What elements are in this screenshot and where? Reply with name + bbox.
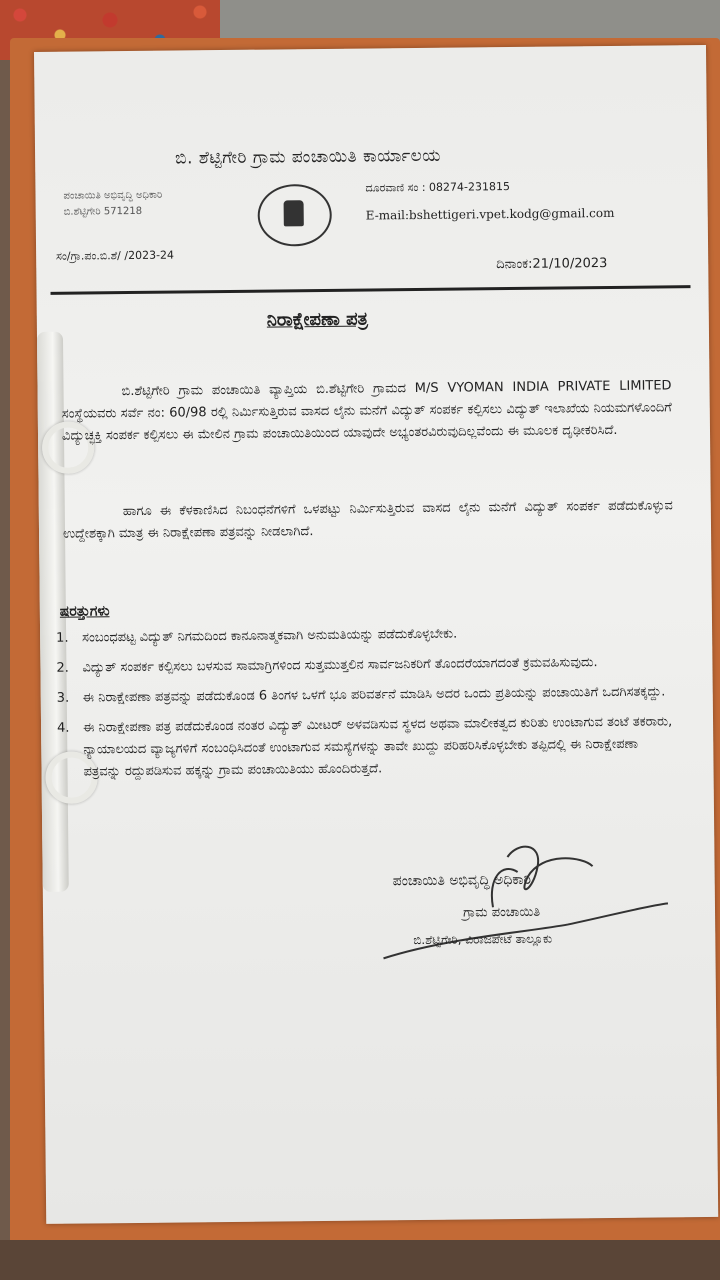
government-emblem-icon — [257, 184, 332, 247]
conditions-heading: ಷರತ್ತುಗಳು — [59, 603, 110, 620]
condition-number: 1. — [56, 630, 69, 646]
condition-item — [57, 711, 678, 783]
signatory-office: ಗ್ರಾಮ ಪಂಚಾಯಿತಿ — [462, 904, 541, 921]
header-divider — [51, 285, 691, 295]
office-title: ಬಿ. ಶೆಟ್ಟಿಗೇರಿ ಗ್ರಾಮ ಪಂಚಾಯಿತಿ ಕಾರ್ಯಾಲಯ — [175, 145, 442, 169]
condition-item — [57, 681, 677, 709]
condition-text: ವಿದ್ಯುತ್ ಸಂಪರ್ಕ ಕಲ್ಪಿಸಲು ಬಳಸುವ ಸಾಮಾಗ್ರಿಗಳಿಂದ ಸುತ್ತಮುತ್ತಲಿನ ಸಾರ್ವಜನಿಕರಿಗೆ ತೊಂದರೆಯಾಗದಂತೆ ಕ್ರಮವಹಿಸುವುದು. — [82, 655, 598, 676]
condition-number: 2. — [56, 660, 69, 676]
condition-number: 3. — [56, 690, 70, 706]
document-sheet — [34, 45, 718, 1224]
condition-text: ಈ ನಿರಾಕ್ಷೇಪಣಾ ಪತ್ರವನ್ನು ಪಡೆದುಕೊಂಡ 6 ತಿಂಗಳ ಒಳಗೆ ಭೂ ಪರಿವರ್ತನೆ ಮಾಡಿಸಿ ಅದರ ಒಂದು ಪ್ರತಿಯನ್ನು ಪಂಚಾಯಿತಿಗೆ ಒದಗಿಸತಕ್ಕದ್ದು. — [82, 684, 666, 706]
office-stamp — [63, 188, 162, 221]
document-heading: ನಿರಾಕ್ಷೇಪಣಾ ಪತ್ರ — [266, 308, 368, 331]
condition-item — [56, 651, 676, 679]
condition-number: 4. — [57, 720, 70, 736]
emblem-shield-icon — [284, 200, 304, 226]
letter-date: ದಿನಾಂಕ:21/10/2023 — [496, 256, 608, 273]
body-paragraph-1: ಬಿ.ಶೆಟ್ಟಿಗೇರಿ ಗ್ರಾಮ ಪಂಚಾಯಿತಿ ವ್ಯಾಪ್ತಿಯ ಬಿ.ಶೆಟ್ಟಿಗೇರಿ ಗ್ರಾಮದ M/S VYOMAN INDIA PRIVATE LIMITED ಸಂಸ್ಥೆಯವರು ಸರ್ವೆ ನಂ: 60/98 ರಲ್ಲಿ ನಿರ್ಮಿಸುತ್ತಿರುವ ವಾಸದ ಲೈನು ಮನೆಗೆ ವಿದ್ಯುತ್ ಸಂಪರ್ಕ ಕಲ್ಪಿಸಲು ವಿದ್ಯುತ್ ಇಲಾಖೆಯ ನಿಯಮಗಳೊಂದಿಗೆ ವಿದ್ಯುಚ್ಛಕ್ತಿ ಸಂಪರ್ಕ ಕಲ್ಪಿಸಲು ಈ ಮೇಲಿನ ಗ್ರಾಮ ಪಂಚಾಯಿತಿಯಿಂದ ಯಾವುದೇ ಅಭ್ಯಂತರವಿರುವುದಿಲ್ಲವೆಂದು ಈ ಮೂಲಕ ದೃಢೀಕರಿಸಿದೆ. — [61, 378, 672, 444]
stamp-line: ಬಿ.ಶೆಟ್ಟಿಗೇರಿ 571218 — [63, 205, 143, 218]
condition-text: ಸಂಬಂಧಪಟ್ಟ ವಿದ್ಯುತ್ ನಿಗಮದಿಂದ ಕಾನೂನಾತ್ಮಕವಾಗಿ ಅನುಮತಿಯನ್ನು ಪಡೆದುಕೊಳ್ಳಬೇಕು. — [82, 626, 458, 646]
stamp-line: ಪಂಚಾಯಿತಿ ಅಭಿವೃದ್ಧಿ ಅಧಿಕಾರಿ — [63, 189, 163, 202]
email-address: E-mail:bshettigeri.vpet.kodg@gmail.com — [365, 205, 615, 223]
body-paragraph-2: ಹಾಗೂ ಈ ಕೆಳಕಾಣಿಸಿದ ನಿಬಂಧನೆಗಳಿಗೆ ಒಳಪಟ್ಟು ನಿರ್ಮಿಸುತ್ತಿರುವ ವಾಸದ ಲೈನು ಮನೆಗೆ ವಿದ್ಯುತ್ ಸಂಪರ್ಕ ಪಡೆದುಕೊಳ್ಳುವ ಉದ್ದೇಶಕ್ಕಾಗಿ ಮಾತ್ರ ಈ ನಿರಾಕ್ಷೇಪಣಾ ಪತ್ರವನ್ನು ನೀಡಲಾಗಿದೆ. — [62, 498, 673, 542]
signatory-designation: ಪಂಚಾಯಿತಿ ಅಭಿವೃದ್ಧಿ ಅಧಿಕಾರಿ — [392, 871, 532, 890]
reference-number: ಸಂ/ಗ್ರಾ.ಪಂ.ಬಿ.ಶೆ/ /2023-24 — [56, 248, 175, 263]
table-surface — [0, 1240, 720, 1280]
conditions-list — [56, 621, 678, 791]
phone-number: ದೂರವಾಣಿ ಸಂ : 08274-231815 — [365, 180, 511, 195]
condition-text: ಈ ನಿರಾಕ್ಷೇಪಣಾ ಪತ್ರ ಪಡೆದುಕೊಂಡ ನಂತರ ವಿದ್ಯುತ್ ಮೀಟರ್ ಅಳವಡಿಸುವ ಸ್ಥಳದ ಅಥವಾ ಮಾಲೀಕತ್ವದ ಕುರಿತು ಉಂಟಾಗುವ ತಂಟೆ ತಕರಾರು, ನ್ಯಾಯಾಲಯದ ವ್ಯಾಜ್ಯಗಳಿಗೆ ಸಂಬಂಧಿಸಿದಂತೆ ಉಂಟಾಗುವ ಸಮಸ್ಯೆಗಳನ್ನು ತಾವೇ ಖುದ್ದು ಪರಿಹರಿಸಿಕೊಳ್ಳಬೇಕು ತಪ್ಪಿದಲ್ಲಿ ಈ ನಿರಾಕ್ಷೇಪಣಾ ಪತ್ರವನ್ನು ರದ್ದುಪಡಿಸುವ ಹಕ್ಕನ್ನು ಗ್ರಾಮ ಪಂಚಾಯಿತಿಯು ಹೊಂದಿರುತ್ತದೆ. — [83, 714, 673, 780]
signatory-location: ಬಿ.ಶೆಟ್ಟಿಗೇರಿ, ವಿರಾಜಪೇಟೆ ತಾಲ್ಲೂಕು — [413, 931, 553, 948]
condition-item — [56, 621, 676, 649]
handwritten-signature-icon — [367, 835, 688, 968]
